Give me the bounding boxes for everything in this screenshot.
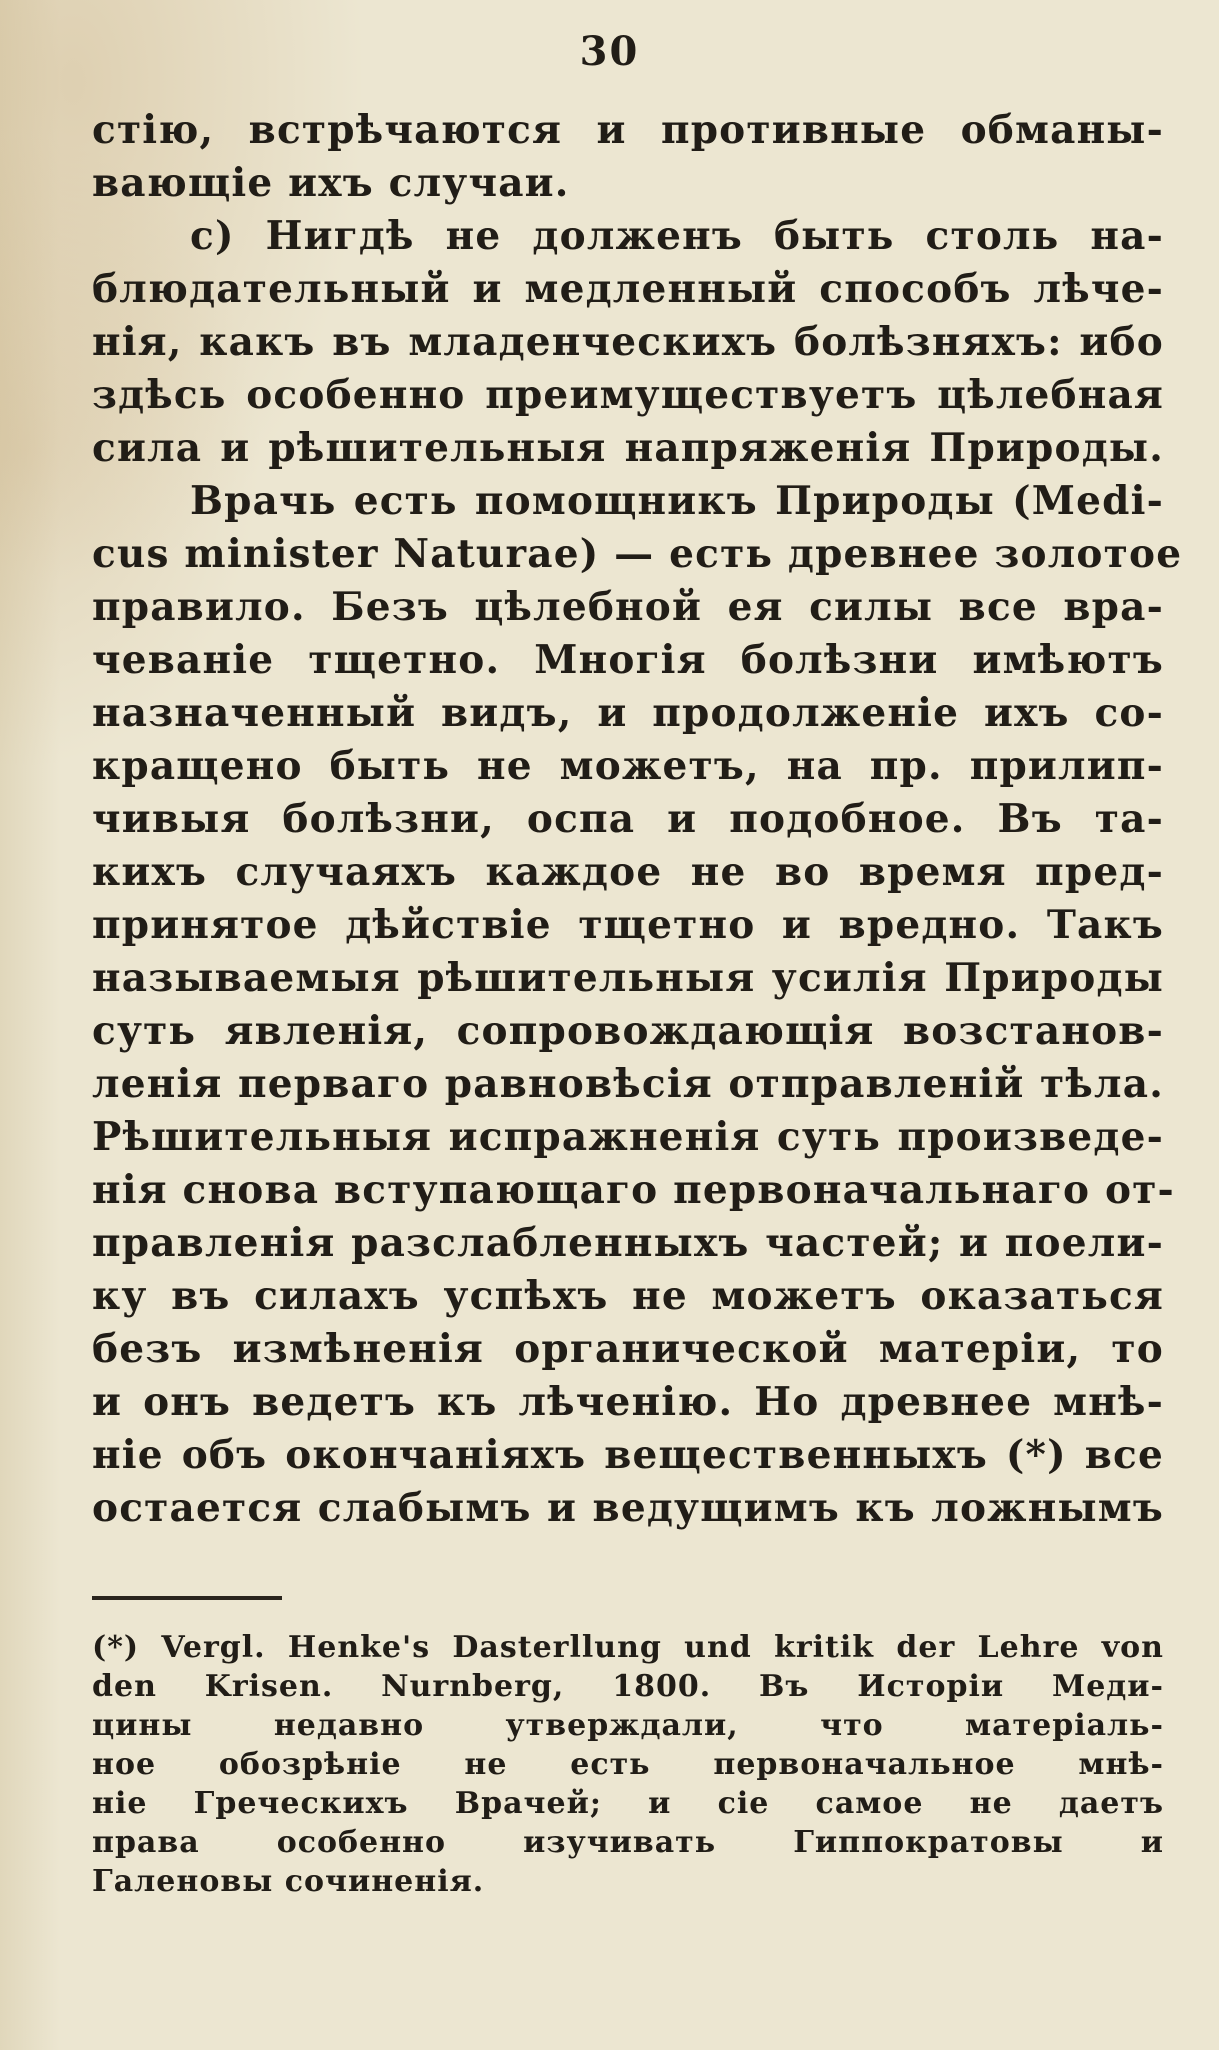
text-line: ніе объ окончаніяхъ вещественныхъ (*) все [92,1432,1164,1478]
main-text [92,104,1183,1535]
text-line: принятое дѣйствіе тщетно и вредно. Такъ [92,902,1164,948]
text-line: Врачь есть помощникъ Природы (Medi- [190,478,1164,524]
text-line: чеваніе тщетно. Многія болѣзни имѣютъ [92,637,1164,683]
footnote-line: Галеновы сочиненія. [92,1864,485,1899]
text-line: блюдательный и медленный способъ лѣче- [92,266,1164,312]
text-line: нія, какъ въ младенческихъ болѣзняхъ: ибо [92,319,1164,365]
text-line: cus minister Naturae) — есть древнее золотое [92,531,1183,577]
text-line: кихъ случаяхъ каждое не во время пред- [92,849,1164,895]
footnote-line: (*) Vergl. Henke's Dasterllung und kritik der Lehre von [92,1630,1164,1665]
footnote-divider [92,1596,282,1600]
footnote-line: права особенно изучивать Гиппократовы и [92,1825,1164,1860]
text-line: нія снова вступающаго первоначальнаго от- [92,1167,1175,1213]
footnote-line: den Krisen. Nurnberg, 1800. Въ Исторіи Меди- [92,1669,1164,1704]
text-line: безъ измѣненія органической матеріи, то [92,1326,1164,1372]
footnote [92,1628,1164,1901]
footnote-line: ніе Греческихъ Врачей; и сіе самое не даетъ [92,1786,1164,1821]
text-line: Рѣшительныя испражненія суть произведе- [92,1114,1164,1160]
text-line: вающіе ихъ случаи. [92,160,570,206]
text-line: с) Нигдѣ не долженъ быть столь на- [190,213,1164,259]
text-line: чивыя болѣзни, оспа и подобное. Въ та- [92,796,1164,842]
text-line: остается слабымъ и ведущимъ къ ложнымъ [92,1485,1164,1531]
footnote-line: ное обозрѣніе не есть первоначальное мнѣ- [92,1747,1164,1782]
footnote-line: цины недавно утверждали, что матеріаль- [92,1708,1164,1743]
text-line: сила и рѣшительныя напряженія Природы. [92,425,1164,471]
text-line: здѣсь особенно преимуществуетъ цѣлебная [92,372,1164,418]
text-line: правило. Безъ цѣлебной ея силы все вра- [92,584,1164,630]
text-line: суть явленія, сопровождающія возстанов- [92,1008,1164,1054]
text-line: правленія разслабленныхъ частей; и поели- [92,1220,1164,1266]
text-line: и онъ ведетъ къ лѣченію. Но древнее мнѣ- [92,1379,1164,1425]
text-line: стію, встрѣчаются и противные обманы- [92,107,1164,153]
text-line: назначенный видъ, и продолженіе ихъ со- [92,690,1164,736]
text-line: кращено быть не можетъ, на пр. прилип- [92,743,1164,789]
text-line: называемыя рѣшительныя усилія Природы [92,955,1164,1001]
page-number: 30 [579,28,640,75]
text-line: ку въ силахъ успѣхъ не можетъ оказаться [92,1273,1164,1319]
text-line: ленія перваго равновѣсія отправленій тѣла. [92,1061,1164,1107]
